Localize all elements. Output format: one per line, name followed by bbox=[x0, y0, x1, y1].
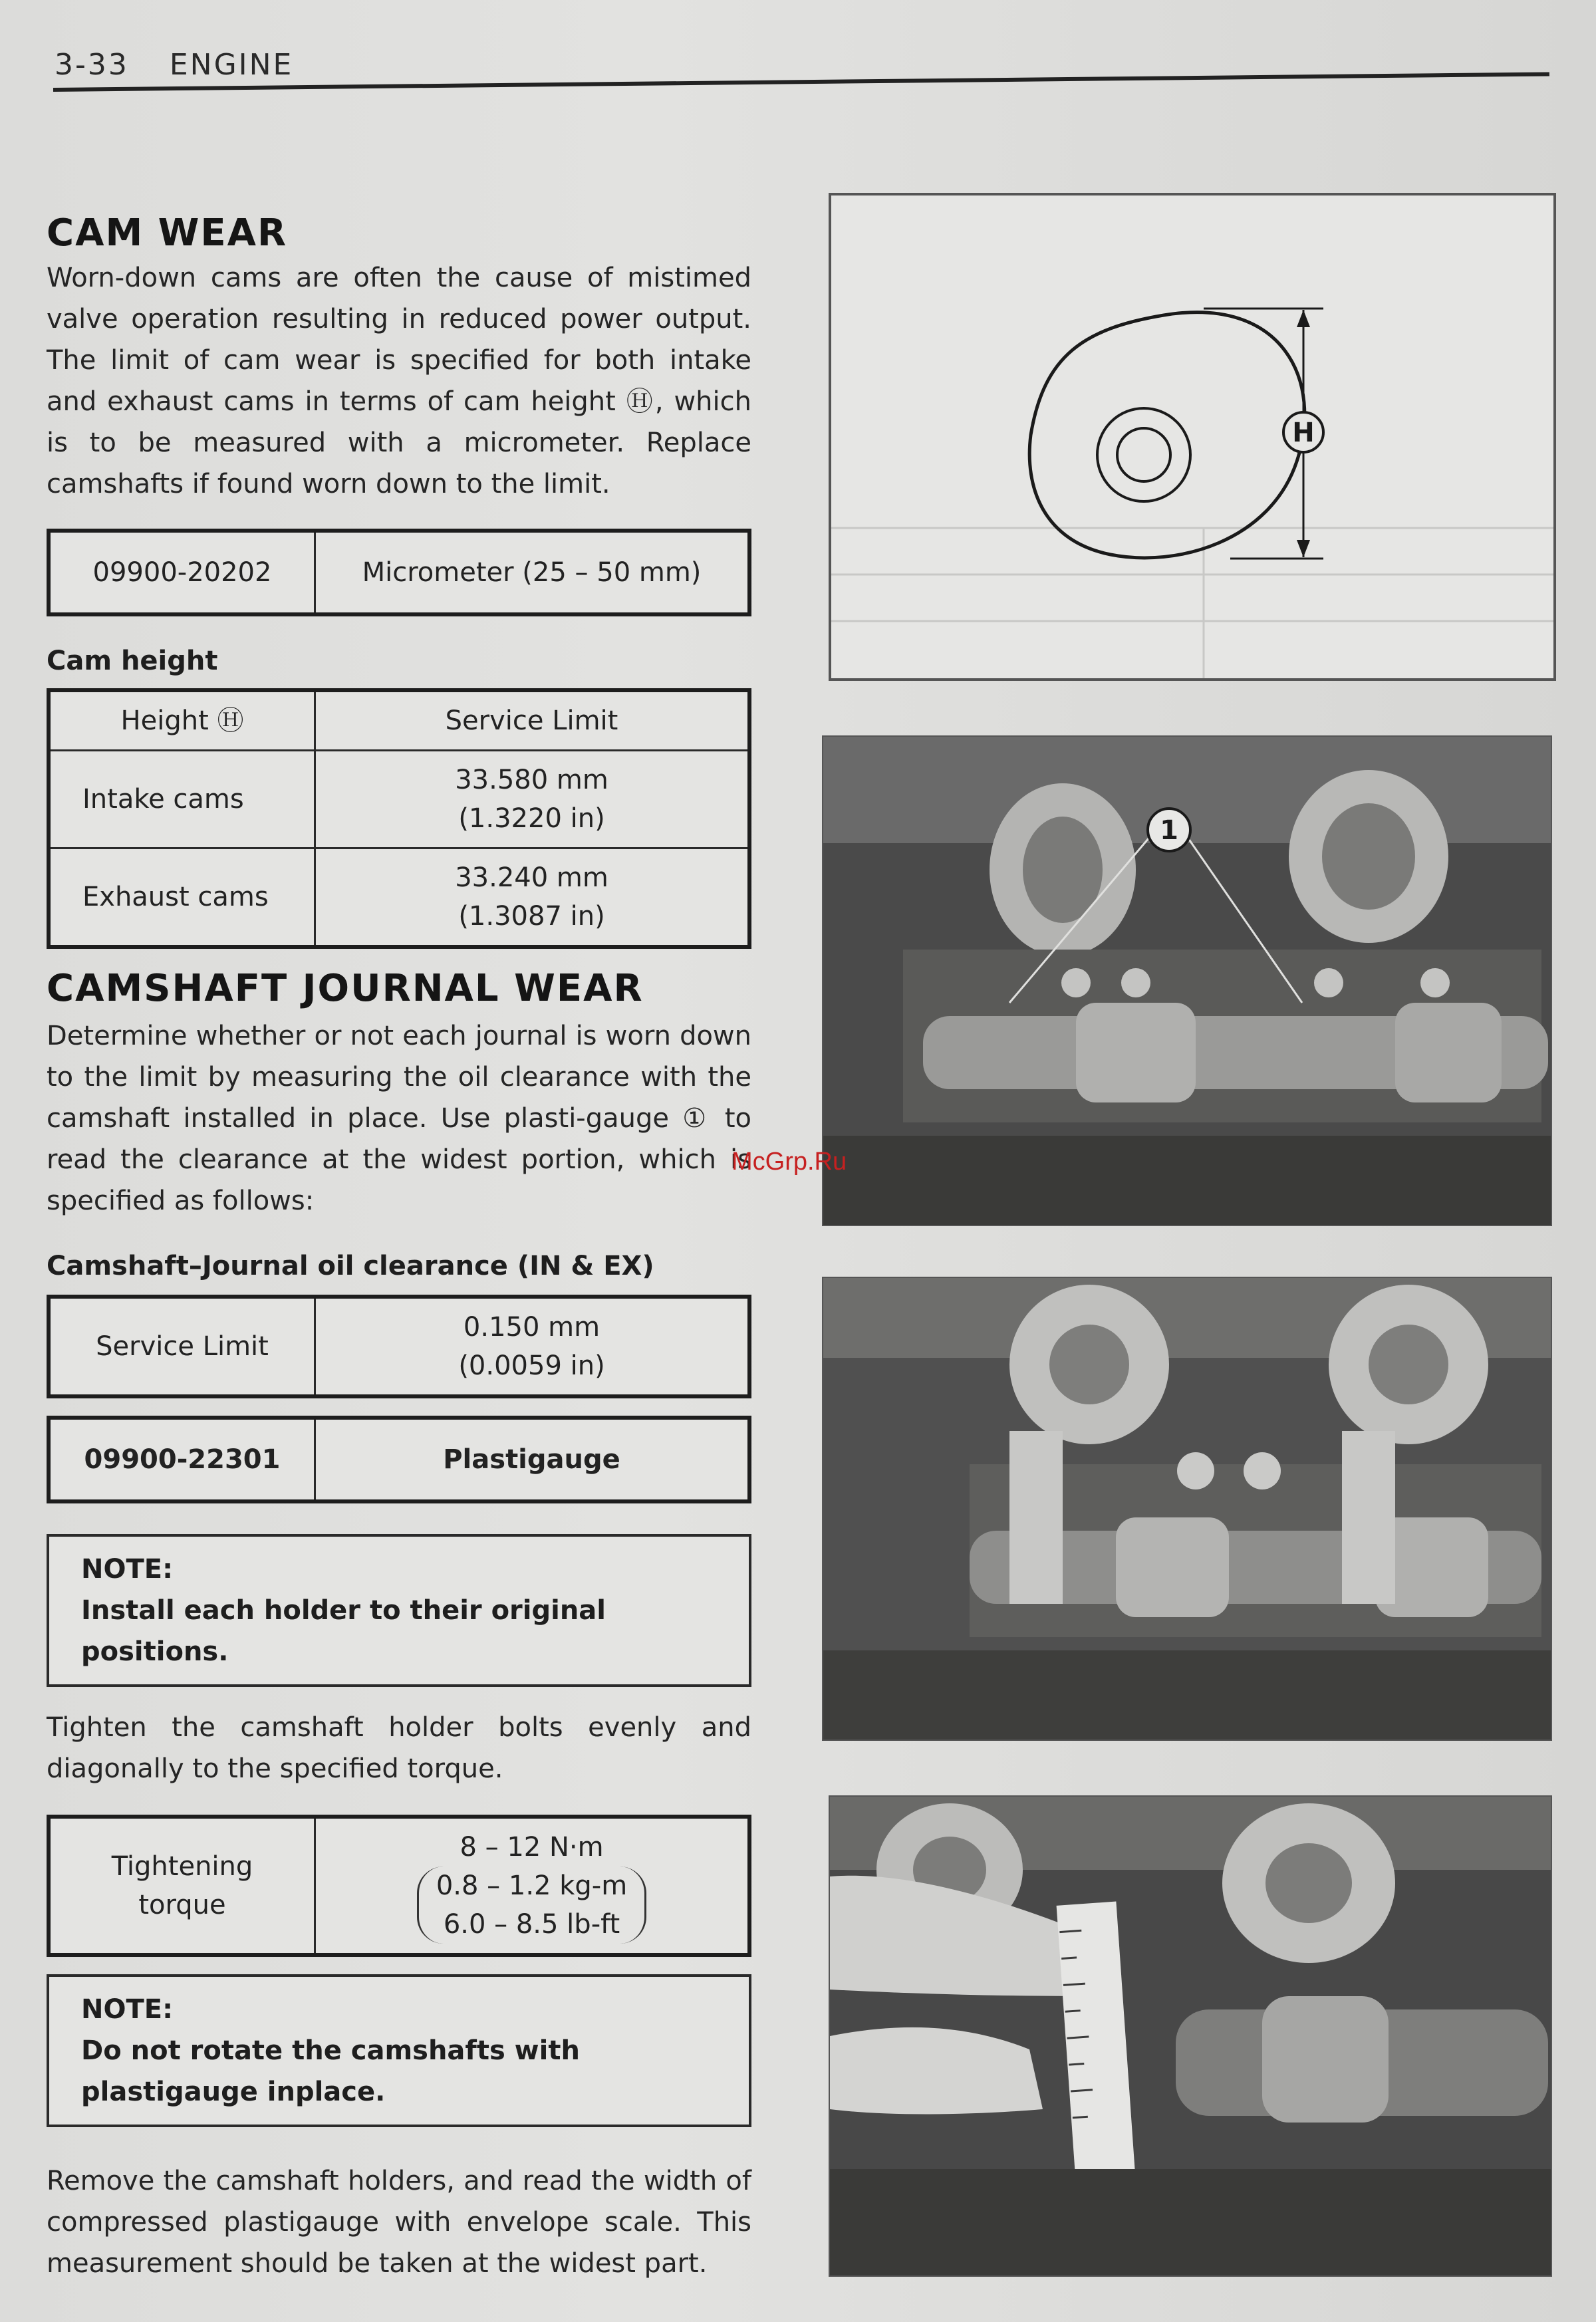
torque-kgm: 0.8 – 1.2 kg-m bbox=[436, 1870, 628, 1901]
intake-cams-label: Intake cams bbox=[49, 751, 315, 848]
photo-plastigauge-placement bbox=[822, 735, 1552, 1226]
plastigauge-name: Plastigauge bbox=[315, 1418, 749, 1501]
clearance-table bbox=[47, 1295, 751, 1398]
cam-height-table bbox=[47, 688, 751, 949]
micrometer-tool-table bbox=[47, 529, 751, 616]
torque-label: Tightening torque bbox=[49, 1817, 315, 1955]
micrometer-part-number: 09900-20202 bbox=[49, 531, 315, 614]
cam-shaft-outer bbox=[1097, 408, 1190, 501]
note-text: Do not rotate the camshafts with plastigauge inplace. bbox=[81, 2035, 580, 2107]
photo2-svg bbox=[823, 1278, 1551, 1740]
clearance-in: (0.0059 in) bbox=[458, 1351, 605, 1381]
cam-wear-section bbox=[47, 211, 751, 949]
cam-diagram-svg bbox=[831, 195, 1553, 678]
cam-wear-title: CAM WEAR bbox=[47, 211, 288, 255]
clearance-title: Camshaft–Journal oil clearance (IN & EX) bbox=[47, 1251, 654, 1281]
plastigauge-part-number: 09900-22301 bbox=[49, 1418, 315, 1501]
torque-table bbox=[47, 1815, 751, 1957]
table-row bbox=[49, 751, 749, 848]
page-number: 3-33 bbox=[55, 48, 129, 82]
exhaust-cams-limit bbox=[315, 848, 749, 948]
cam-height-title: Cam height bbox=[47, 646, 218, 676]
cam-height-diagram bbox=[829, 193, 1556, 681]
intake-cams-limit bbox=[315, 751, 749, 848]
torque-values bbox=[315, 1817, 749, 1955]
clearance-mm: 0.150 mm bbox=[463, 1312, 600, 1343]
journal-wear-section bbox=[47, 967, 751, 2284]
torque-nm: 8 – 12 N·m bbox=[460, 1832, 604, 1863]
exhaust-cams-mm: 33.240 mm bbox=[455, 862, 608, 893]
note-text: Install each holder to their original positions. bbox=[81, 1595, 606, 1667]
height-label: H bbox=[1292, 418, 1315, 448]
photo-measuring-plastigauge bbox=[829, 1795, 1552, 2277]
cam-wear-body: Worn-down cams are often the cause of mistimed valve operation resulting in reduced power output. The limit of cam wear is specified for both intake and exhaust cams in terms of cam height Ⓗ, which is to be measured with a micrometer. Replace camshafts if found worn down to the limit. bbox=[47, 263, 751, 499]
note-title: NOTE: bbox=[81, 1994, 174, 2025]
table-header-height: Height Ⓗ bbox=[49, 690, 315, 751]
cam-lobe-outline bbox=[1029, 313, 1305, 558]
torque-lbft: 6.0 – 8.5 lb-ft bbox=[443, 1909, 620, 1940]
photo3-svg bbox=[830, 1797, 1551, 2275]
photo-holders-installed bbox=[822, 1277, 1552, 1741]
watermark: McGrp.Ru bbox=[732, 1148, 847, 1176]
arrow-head-top bbox=[1297, 310, 1310, 327]
journal-wear-title: CAMSHAFT JOURNAL WEAR bbox=[47, 967, 644, 1010]
arrow-head-bottom bbox=[1297, 540, 1310, 557]
page-header bbox=[55, 48, 293, 82]
note-title: NOTE: bbox=[81, 1554, 174, 1585]
torque-alt-units bbox=[417, 1867, 646, 1944]
exhaust-cams-label: Exhaust cams bbox=[49, 848, 315, 948]
section-name: ENGINE bbox=[169, 48, 294, 82]
note-install-holders bbox=[47, 1534, 751, 1687]
cam-shaft-inner bbox=[1117, 428, 1170, 481]
intake-cams-mm: 33.580 mm bbox=[455, 765, 608, 795]
clearance-value bbox=[315, 1297, 749, 1396]
table-header-service-limit: Service Limit bbox=[315, 690, 749, 751]
tighten-instructions: Tighten the camshaft holder bolts evenly and diagonally to the specified torque. bbox=[47, 1712, 751, 1784]
note-no-rotate bbox=[47, 1974, 751, 2127]
photo1-svg bbox=[823, 737, 1551, 1225]
intake-cams-in: (1.3220 in) bbox=[458, 803, 605, 834]
exhaust-cams-in: (1.3087 in) bbox=[458, 901, 605, 932]
micrometer-name: Micrometer (25 – 50 mm) bbox=[315, 531, 749, 614]
table-row bbox=[49, 848, 749, 948]
clearance-label: Service Limit bbox=[49, 1297, 315, 1396]
callout-1-label: 1 bbox=[1160, 815, 1178, 846]
journal-wear-body: Determine whether or not each journal is worn down to the limit by measuring the oil clearance with the camshaft installed in place. Use plasti-gauge ① to read the clearance at the widest portion, which is specified as follows: bbox=[47, 1021, 751, 1216]
remove-instructions: Remove the camshaft holders, and read the width of compressed plastigauge with envelope scale. This measurement should be taken at the widest part. bbox=[47, 2166, 751, 2279]
plastigauge-tool-table bbox=[47, 1416, 751, 1503]
